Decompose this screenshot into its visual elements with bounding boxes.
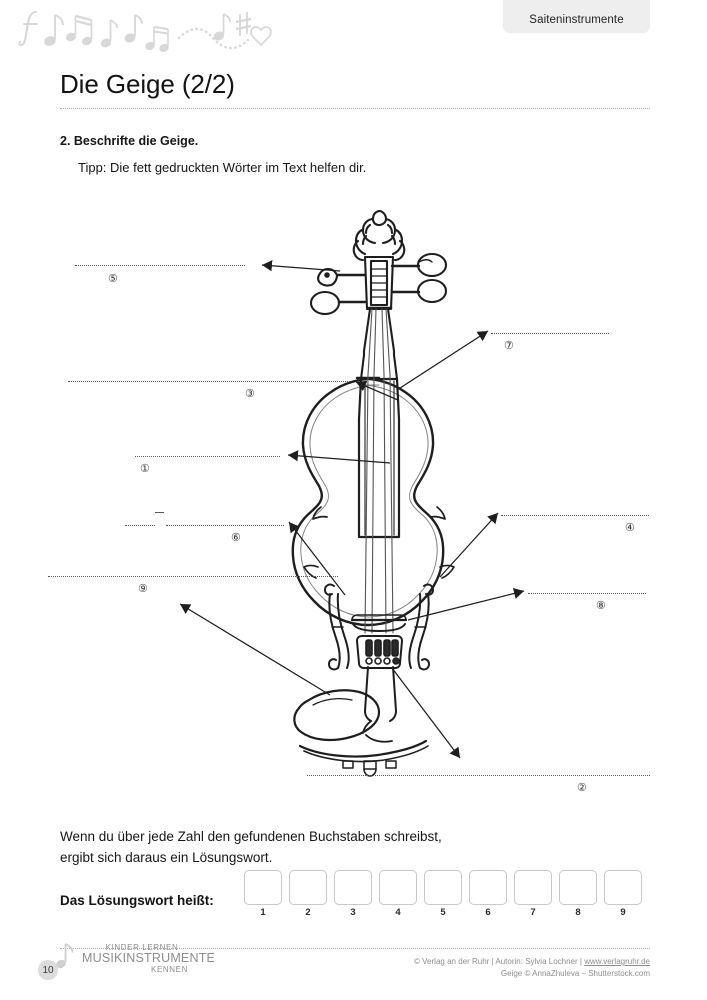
arrow-to-f-hole: [289, 522, 345, 595]
solution-input-6[interactable]: [469, 870, 507, 905]
category-tab: [503, 0, 650, 33]
brand-line-3: KENNEN: [151, 964, 188, 974]
solution-slot-number: 9: [620, 907, 626, 918]
violin-illustration: [0, 195, 707, 805]
answer-line-7[interactable]: [491, 333, 609, 334]
solution-input-9[interactable]: [604, 870, 642, 905]
eighth-note: [213, 14, 230, 41]
solution-slot-number: 8: [575, 907, 581, 918]
arrow-to-tailpiece: [392, 668, 460, 758]
answer-line-8[interactable]: [528, 593, 646, 594]
eighth-note: [124, 15, 142, 44]
title-divider: [60, 108, 650, 110]
solution-cell: [604, 870, 642, 918]
label-number-8: ⑧: [596, 600, 606, 612]
solution-slot-number: 7: [530, 907, 536, 918]
publisher-website-link[interactable]: www.verlagruhr.de: [584, 957, 650, 966]
answer-line-6a[interactable]: [125, 525, 155, 526]
label-6-hyphen: [155, 512, 164, 513]
brand-line-1: KINDER LERNEN: [105, 943, 179, 952]
label-number-2: ②: [577, 782, 587, 794]
page-title: Die Geige (2/2): [60, 69, 235, 99]
closing-instruction: [60, 826, 442, 868]
answer-line-4[interactable]: [501, 515, 649, 516]
solution-input-1[interactable]: [244, 870, 282, 905]
solution-cell: [244, 870, 282, 918]
solution-cell: [469, 870, 507, 918]
solution-input-3[interactable]: [334, 870, 372, 905]
solution-input-7[interactable]: [514, 870, 552, 905]
brand-logo: [82, 943, 216, 974]
task-tip: Tipp: Die fett gedruckten Wörter im Text helfen dir.: [78, 160, 367, 175]
arrow-to-chinrest: [180, 604, 330, 695]
eighth-note-icon: [55, 941, 77, 971]
dotted-wave: [179, 29, 248, 48]
music-notes-decoration: [14, 4, 284, 58]
solution-cell: [289, 870, 327, 918]
solution-cell: [559, 870, 597, 918]
solution-slot-number: 3: [350, 907, 356, 918]
closing-line-2: ergibt sich daraus ein Lösungswort.: [60, 850, 273, 865]
eighth-note: [43, 15, 63, 47]
answer-line-5[interactable]: [75, 265, 245, 266]
label-number-9: ⑨: [138, 583, 148, 595]
arrow-to-bridge: [408, 591, 524, 620]
arrow-to-fingerboard: [397, 331, 488, 390]
solution-input-4[interactable]: [379, 870, 417, 905]
violin-figure: [0, 195, 707, 805]
closing-line-1: Wenn du über jede Zahl den gefundenen Buchstaben schreibst,: [60, 829, 442, 844]
credit-publisher: © Verlag an der Ruhr | Autorin: Sylvia Lochner |: [414, 957, 585, 966]
solution-input-8[interactable]: [559, 870, 597, 905]
solution-cell: [334, 870, 372, 918]
solution-slot-number: 4: [395, 907, 401, 918]
arrow-to-strings: [288, 455, 390, 463]
eighth-note: [100, 20, 117, 48]
solution-input-2[interactable]: [289, 870, 327, 905]
solution-word-row: [60, 893, 214, 908]
category-tab-label: Saiteninstrumente: [529, 14, 624, 26]
solution-slot-number: 6: [485, 907, 491, 918]
brand-line-2: MUSIKINSTRUMENTE: [82, 951, 216, 966]
task-heading: 2. Beschrifte die Geige.: [60, 134, 199, 148]
answer-line-6b[interactable]: [166, 525, 284, 526]
answer-line-3[interactable]: [68, 381, 350, 382]
solution-word-label: Das Lösungswort heißt:: [60, 893, 214, 908]
solution-cell: [379, 870, 417, 918]
credit-line-2: Geige © AnnaZhuleva – Shutterstock.com: [500, 969, 650, 978]
answer-line-9[interactable]: [48, 576, 338, 577]
answer-line-1[interactable]: [135, 456, 280, 457]
page-number: 10: [38, 960, 58, 980]
label-number-3: ③: [245, 388, 255, 400]
heart-icon: [251, 27, 271, 45]
solution-slot-number: 5: [440, 907, 446, 918]
solution-input-5[interactable]: [424, 870, 462, 905]
label-number-4: ④: [625, 522, 635, 534]
label-number-6: ⑥: [231, 532, 241, 544]
credits: [414, 956, 650, 980]
forte-symbol: [19, 12, 37, 45]
arrow-to-corpus: [440, 513, 498, 577]
solution-cell: [514, 870, 552, 918]
credit-line-1: [414, 956, 650, 968]
label-number-1: ①: [140, 463, 150, 475]
solution-slot-number: 2: [305, 907, 311, 918]
solution-word-boxes: [244, 870, 649, 918]
label-number-7: ⑦: [504, 340, 514, 352]
solution-cell: [424, 870, 462, 918]
answer-line-2[interactable]: [307, 775, 650, 776]
sharp-symbol: [236, 12, 251, 36]
label-number-5: ⑤: [108, 273, 118, 285]
beamed-notes: [145, 27, 170, 53]
solution-slot-number: 1: [260, 907, 266, 918]
beamed-notes: [65, 16, 92, 46]
